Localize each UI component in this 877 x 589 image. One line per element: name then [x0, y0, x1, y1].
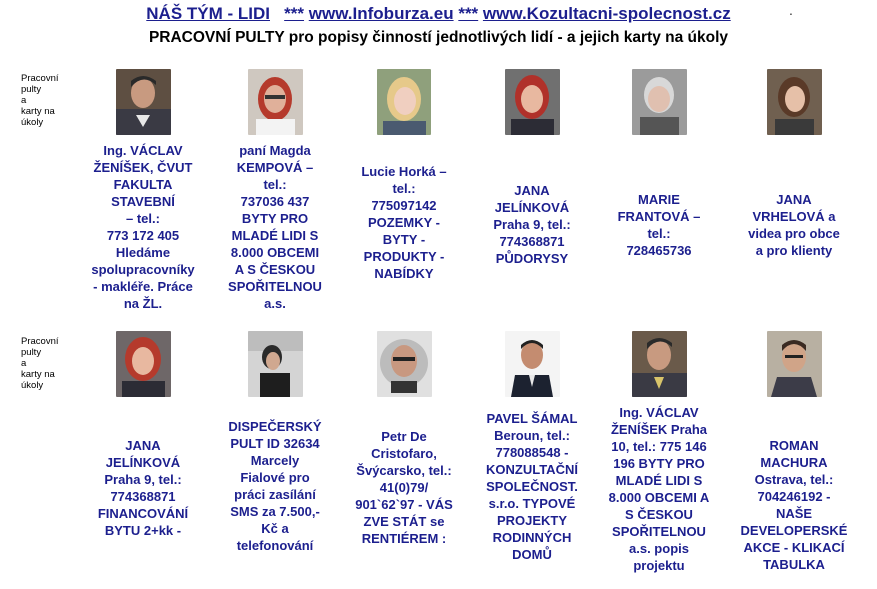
page-header — [0, 4, 877, 24]
card-text[interactable]: DISPEČERSKÝ PULT ID 32634 Marcely Fialové pro práci zasílání SMS za 7.500,- Kč a telefonování — [228, 419, 322, 553]
row-label-1: Pracovní pulty a karty na úkoly — [21, 73, 59, 128]
person-photo[interactable] — [632, 69, 687, 135]
person-photo[interactable] — [767, 331, 822, 397]
infoburza-link[interactable]: www.Infoburza.eu — [308, 4, 454, 23]
page-subtitle: PRACOVNÍ PULTY pro popisy činností jednotlivých lidí - a jejich karty na úkoly — [148, 29, 729, 46]
team-card[interactable] — [730, 331, 858, 573]
card-text[interactable]: Petr De Cristofaro, Švýcarsko, tel.: 41(0)79/ 901`62`97 - VÁS ZVE STÁT se RENTIÉREM : — [355, 429, 453, 546]
person-photo[interactable] — [767, 69, 822, 135]
row-label-2: Pracovní pulty a karty na úkoly — [21, 336, 59, 391]
card-text[interactable]: JANA VRHELOVÁ a videa pro obce a pro klienty — [748, 192, 840, 258]
person-photo[interactable] — [116, 69, 171, 135]
team-card[interactable] — [211, 69, 339, 312]
team-card[interactable] — [468, 69, 596, 267]
person-photo[interactable] — [632, 331, 687, 397]
person-photo[interactable] — [377, 69, 431, 135]
card-text[interactable]: Ing. VÁCLAV ŽENÍŠEK Praha 10, tel.: 775 146 196 BYTY PRO MLADÉ LIDI S 8.000 OBCEMI A S ČESKOU SPOŘITELNOU a.s. popis projektu — [608, 405, 710, 573]
stars-left-link[interactable]: *** — [284, 4, 305, 23]
team-card[interactable] — [468, 331, 596, 563]
card-text[interactable]: PAVEL ŠÁMAL Beroun, tel.: 778088548 - KONZULTAČNÍ SPOLEČNOST. s.r.o. TYPOVÉ PROJEKTY RODINNÝCH DOMŮ — [486, 411, 578, 562]
team-card[interactable] — [340, 69, 468, 282]
card-text[interactable]: JANA JELÍNKOVÁ Praha 9, tel.: 774368871 PŮDORYSY — [493, 183, 571, 266]
person-photo[interactable] — [248, 331, 303, 397]
card-text[interactable]: MARIE FRANTOVÁ – tel.: 728465736 — [617, 192, 701, 258]
person-photo[interactable] — [248, 69, 303, 135]
team-link[interactable]: NÁŠ TÝM - LIDI — [146, 4, 270, 23]
team-card[interactable] — [211, 331, 339, 554]
person-photo[interactable] — [116, 331, 171, 397]
card-text[interactable]: JANA JELÍNKOVÁ Praha 9, tel.: 774368871 FINANCOVÁNÍ BYTU 2+kk - — [97, 438, 189, 538]
person-photo[interactable] — [377, 331, 432, 397]
decorative-dot: . — [789, 2, 793, 18]
team-card[interactable] — [595, 331, 723, 574]
team-card[interactable] — [340, 331, 468, 547]
card-text[interactable]: Ing. VÁCLAV ŽENÍŠEK, ČVUT FAKULTA STAVEBNÍ – tel.: 773 172 405 Hledáme spolupracovníky - makléře. Práce na ŽL. — [91, 143, 195, 311]
person-photo[interactable] — [505, 69, 560, 135]
stars-right-link[interactable]: *** — [458, 4, 479, 23]
card-text[interactable]: Lucie Horká – tel.: 775097142 POZEMKY - BYTY - PRODUKTY - NABÍDKY — [361, 164, 447, 281]
team-card[interactable] — [595, 69, 723, 259]
team-card[interactable] — [730, 69, 858, 259]
kozultacni-link[interactable]: www.Kozultacni-spolecnost.cz — [482, 4, 731, 23]
person-photo[interactable] — [505, 331, 560, 397]
card-text[interactable]: ROMAN MACHURA Ostrava, tel.: 704246192 - NAŠE DEVELOPERSKÉ AKCE - KLIKACÍ TABULKA — [740, 438, 848, 572]
card-text[interactable]: paní Magda KEMPOVÁ – tel.: 737036 437 BYTY PRO MLADÉ LIDI S 8.000 OBCEMI A S ČESKOU SPOŘITELNOU a.s. — [228, 143, 322, 311]
team-card[interactable] — [79, 69, 207, 312]
team-card[interactable] — [79, 331, 207, 539]
